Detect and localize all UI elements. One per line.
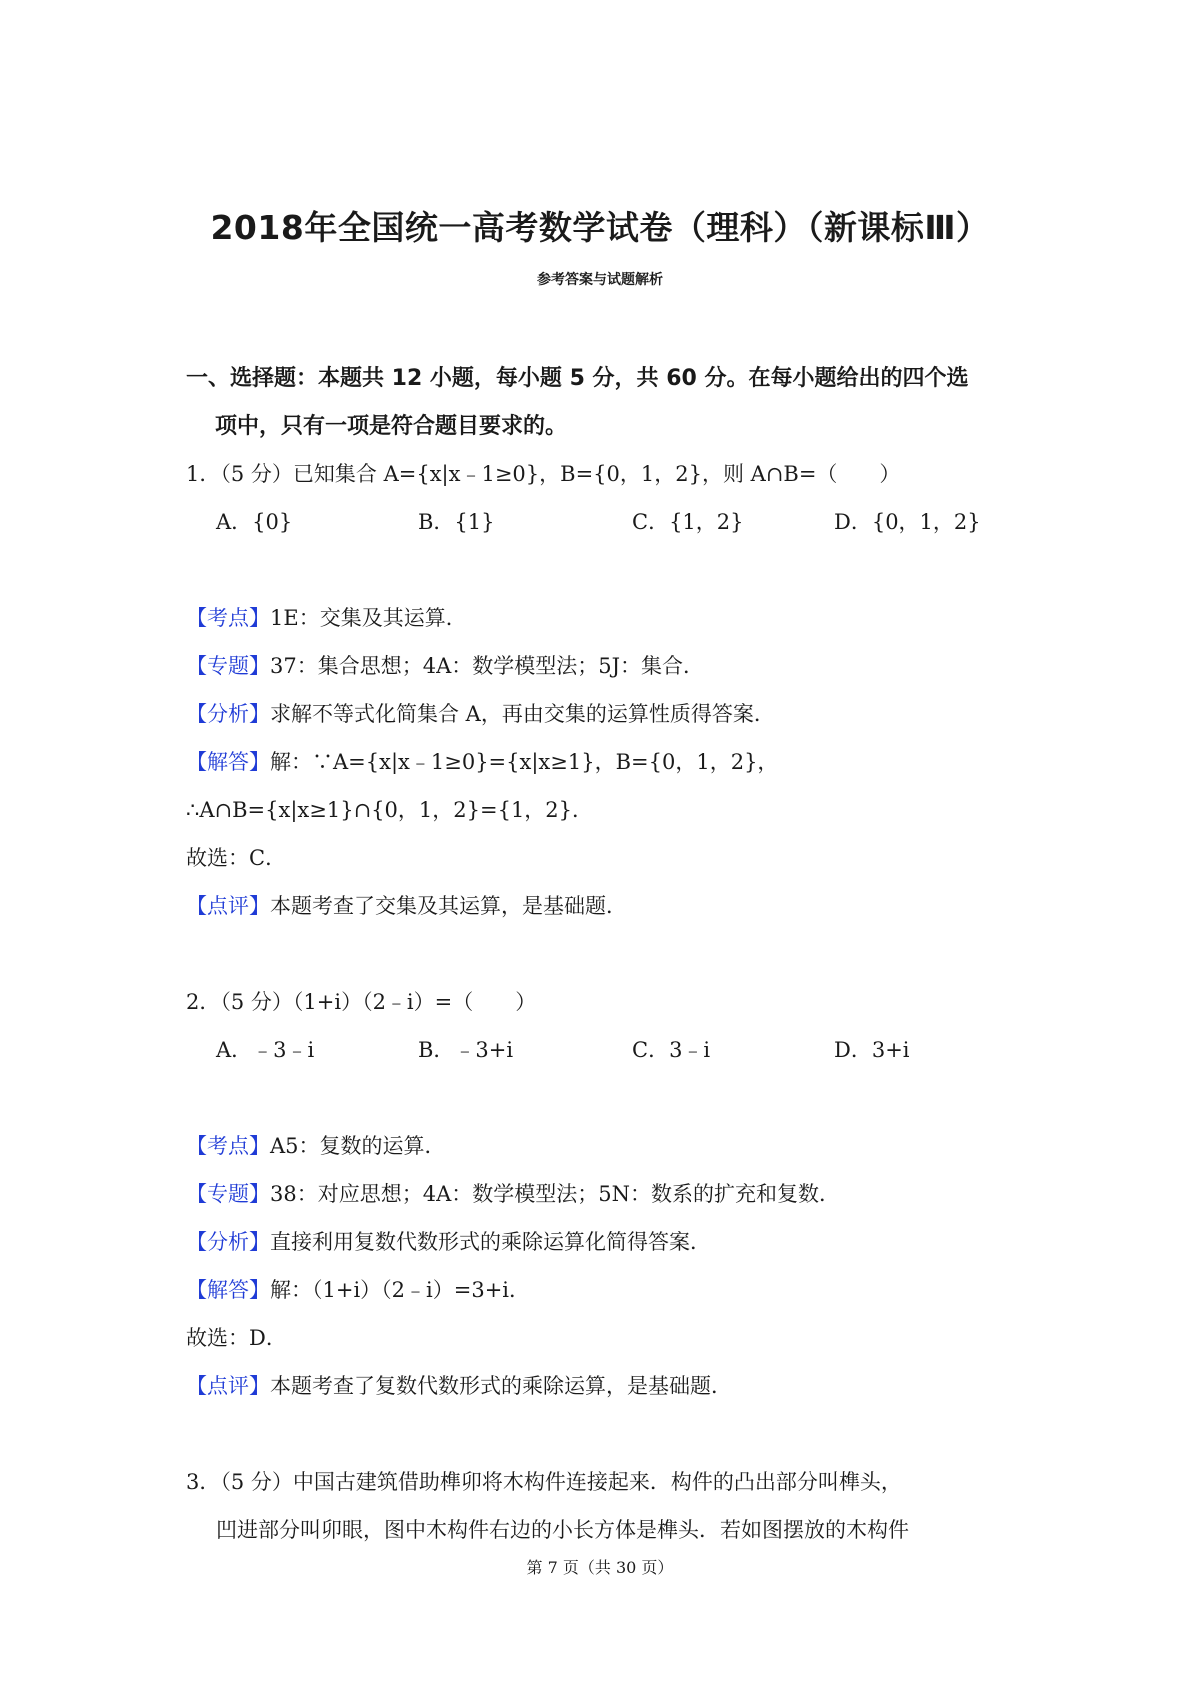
page-title: 2018年全国统一高考数学试卷（理科）（新课标Ⅲ）	[210, 208, 990, 247]
question-1-kaodian	[186, 602, 467, 632]
question-2-option-a: A．﹣3﹣i	[216, 1038, 315, 1062]
question-1-fenxi	[186, 698, 775, 728]
question-1-stem: 1．（5 分）已知集合 A={x|x﹣1≥0}，B={0，1，2}，则 A∩B=（ ）	[186, 462, 901, 486]
zhuanti-text: 37：集合思想；4A：数学模型法；5J：集合．	[270, 654, 705, 678]
question-2-dianping	[186, 1370, 732, 1400]
question-1-option-b: B．{1}	[418, 510, 495, 534]
jieda-tag: 【解答】	[186, 750, 270, 774]
kaodian-tag: 【考点】	[186, 1134, 270, 1158]
question-2-option-c: C．3﹣i	[632, 1038, 711, 1062]
fenxi-tag: 【分析】	[186, 702, 270, 726]
zhuanti-tag: 【专题】	[186, 1182, 270, 1206]
question-2-fenxi	[186, 1226, 711, 1256]
fenxi-text: 求解不等式化简集合 A，再由交集的运算性质得答案．	[270, 702, 775, 726]
zhuanti-tag: 【专题】	[186, 654, 270, 678]
question-2-option-b: B．﹣3+i	[418, 1038, 514, 1062]
dianping-text: 本题考查了复数代数形式的乘除运算，是基础题．	[270, 1374, 732, 1398]
question-3-stem: 3．（5 分）中国古建筑借助榫卯将木构件连接起来．构件的凸出部分叫榫头，	[186, 1470, 902, 1494]
section-heading-line2: 项中，只有一项是符合题目要求的。	[215, 414, 568, 439]
question-1-option-d: D．{0，1，2}	[834, 510, 981, 534]
fenxi-tag: 【分析】	[186, 1230, 270, 1254]
question-2-answer: 故选：D．	[186, 1326, 287, 1350]
question-1-option-a: A．{0}	[216, 510, 293, 534]
jieda-text: 解：∵A={x|x﹣1≥0}={x|x≥1}，B={0，1，2}，	[270, 750, 779, 774]
question-2-kaodian	[186, 1130, 446, 1160]
kaodian-tag: 【考点】	[186, 606, 270, 630]
question-2-jieda	[186, 1274, 530, 1304]
kaodian-text: 1E：交集及其运算．	[270, 606, 467, 630]
jieda-tag: 【解答】	[186, 1278, 270, 1302]
question-1-dianping	[186, 890, 627, 920]
question-1-zhuanti	[186, 650, 704, 680]
dianping-tag: 【点评】	[186, 1374, 270, 1398]
question-3-stem-line2: 凹进部分叫卯眼，图中木构件右边的小长方体是榫头．若如图摆放的木构件	[216, 1518, 909, 1542]
page-subtitle: 参考答案与试题解析	[537, 272, 663, 288]
question-1-option-c: C．{1，2}	[632, 510, 744, 534]
question-1-jieda-line2: ∴A∩B={x|x≥1}∩{0，1，2}={1，2}．	[186, 798, 594, 822]
dianping-tag: 【点评】	[186, 894, 270, 918]
fenxi-text: 直接利用复数代数形式的乘除运算化简得答案．	[270, 1230, 711, 1254]
question-1-answer: 故选：C．	[186, 846, 287, 870]
question-1-jieda	[186, 746, 778, 776]
question-2-zhuanti	[186, 1178, 840, 1208]
page-footer: 第 7 页（共 30 页）	[526, 1558, 674, 1577]
section-heading-line1: 一、选择题：本题共 12 小题，每小题 5 分，共 60 分。在每小题给出的四个选	[186, 366, 969, 391]
question-2-option-d: D．3+i	[834, 1038, 910, 1062]
jieda-text: 解：（1+i）（2﹣i）=3+i．	[270, 1278, 531, 1302]
zhuanti-text: 38：对应思想；4A：数学模型法；5N：数系的扩充和复数．	[270, 1182, 840, 1206]
kaodian-text: A5：复数的运算．	[270, 1134, 446, 1158]
question-2-stem: 2．（5 分）（1+i）（2﹣i）=（ ）	[186, 990, 537, 1014]
dianping-text: 本题考查了交集及其运算，是基础题．	[270, 894, 627, 918]
